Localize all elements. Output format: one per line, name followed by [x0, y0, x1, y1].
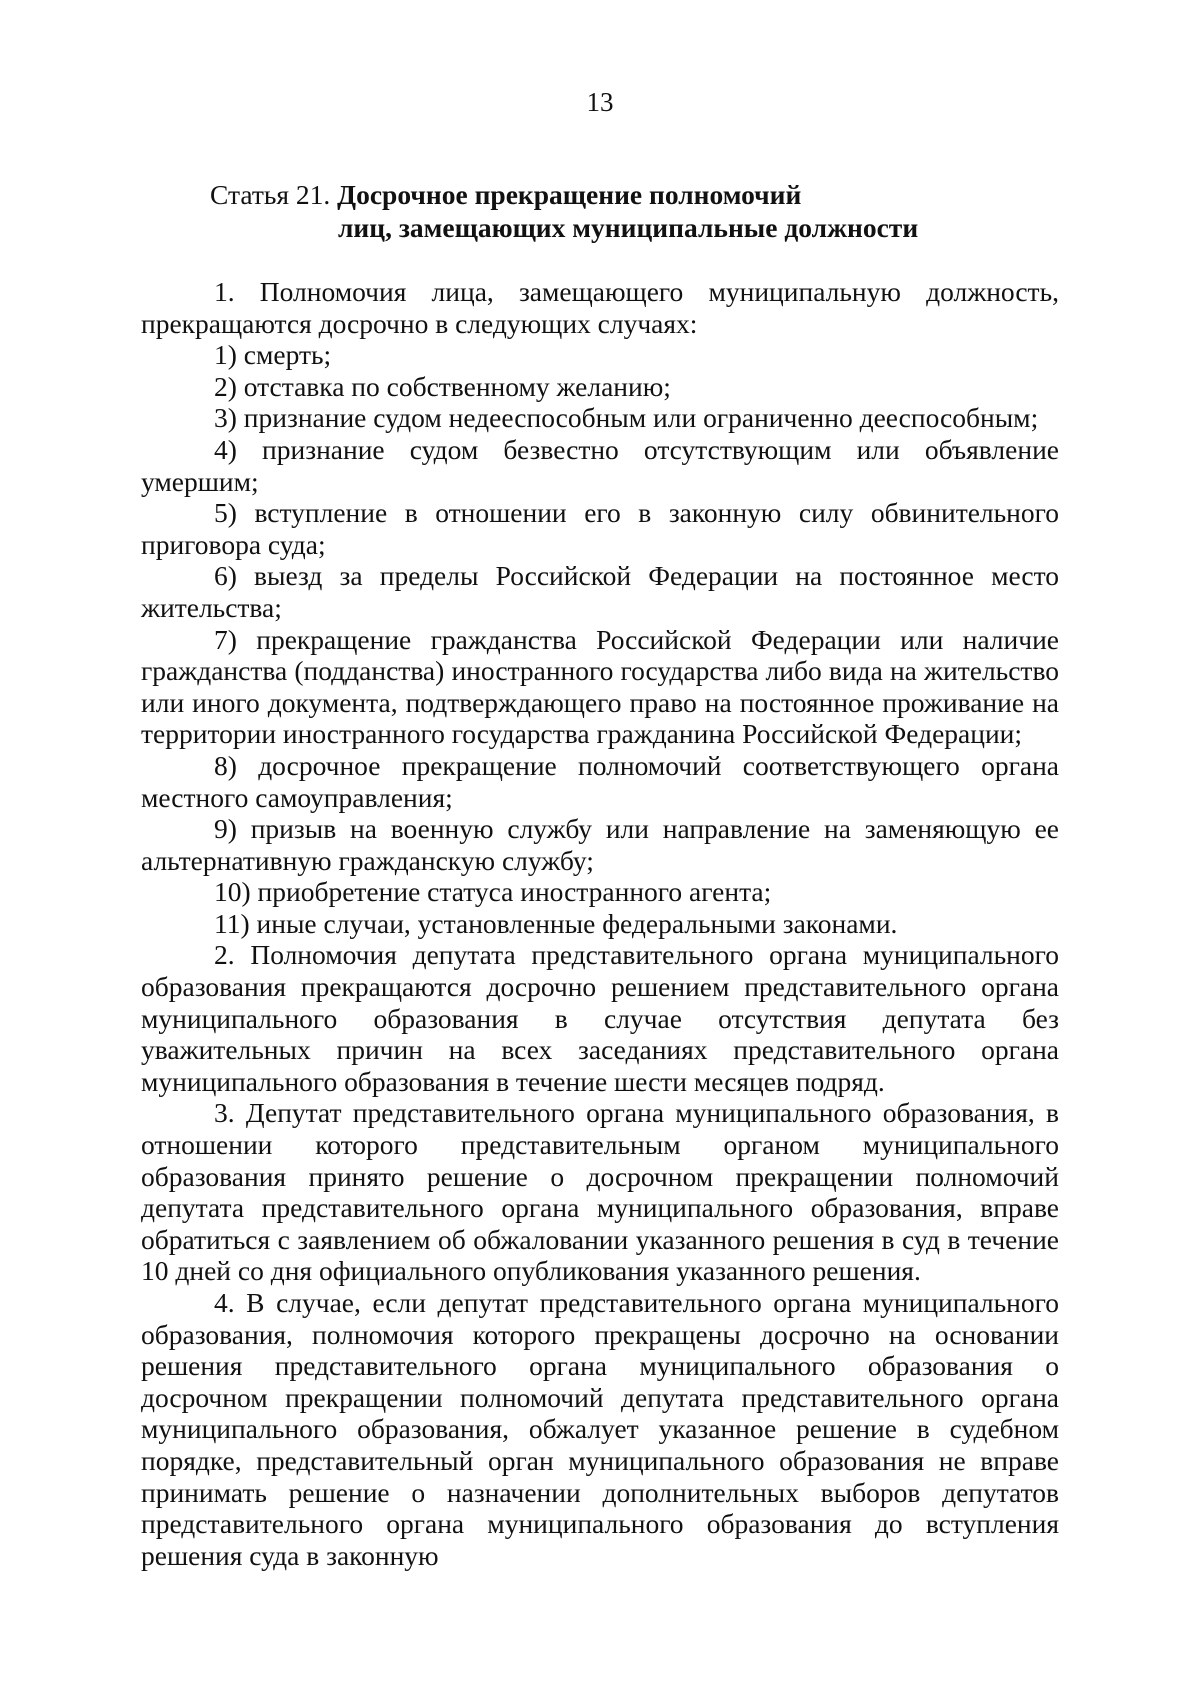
list-item-7: 7) прекращение гражданства Российской Федерации или наличие гражданства (подданства) иностранного государства либо вида на жительство или иного документа, подтверждающего право на постоянное проживание на территории иностранного государства гражданина Российской Федерации;: [141, 623, 1059, 750]
paragraph-3: 3. Депутат представительного органа муниципального образования, в отношении которого представительным органом муниципального образования принято решение о досрочном прекращении полномочий депутата представительного органа муниципального образования, вправе обратиться с заявлением об обжаловании указанного решения в суд в течение 10 дней со дня официального опубликования указанного решения.: [141, 1097, 1059, 1287]
list-item-6: 6) выезд за пределы Российской Федерации на постоянное место жительства;: [141, 560, 1059, 623]
list-item-11: 11) иные случаи, установленные федеральными законами.: [214, 907, 898, 939]
article-label: Статья 21.: [210, 179, 331, 210]
list-item-5: 5) вступление в отношении его в законную силу обвинительного приговора суда;: [141, 497, 1059, 560]
list-item-9: 9) призыв на военную службу или направление на заменяющую ее альтернативную гражданскую службу;: [141, 813, 1059, 876]
list-item-3: 3) признание судом недееспособным или ограниченно дееспособным;: [214, 402, 1039, 434]
article-title-line1: Досрочное прекращение полномочий: [337, 179, 802, 210]
list-item-8: 8) досрочное прекращение полномочий соответствующего органа местного самоуправления;: [141, 749, 1059, 813]
article-body: [141, 276, 1059, 1571]
article-title-line2: лиц, замещающих муниципальные должности: [338, 212, 919, 243]
article-heading: [210, 178, 918, 244]
page-number: 13: [586, 87, 614, 117]
list-item-1: 1) смерть;: [214, 339, 332, 371]
paragraph-1: 1. Полномочия лица, замещающего муниципальную должность, прекращаются досрочно в следующих случаях:: [141, 276, 1059, 339]
list-item-10: 10) приобретение статуса иностранного агента;: [214, 876, 772, 908]
list-item-4: 4) признание судом безвестно отсутствующим или объявление умершим;: [141, 433, 1059, 497]
paragraph-2: 2. Полномочия депутата представительного органа муниципального образования прекращаются досрочно решением представительного органа муниципального образования в случае отсутствия депутата без уважительных причин на всех заседаниях представительного органа муниципального образования в течение шести месяцев подряд.: [141, 939, 1059, 1097]
paragraph-4: 4. В случае, если депутат представительного органа муниципального образования, полномочия которого прекращены досрочно на основании решения представительного органа муниципального образования о досрочном прекращении полномочий депутата представительного органа муниципального образования, обжалует указанное решение в судебном порядке, представительный орган муниципального образования не вправе принимать решение о назначении дополнительных выборов депутатов представительного органа муниципального образования до вступления решения суда в законную: [141, 1287, 1059, 1571]
list-item-2: 2) отставка по собственному желанию;: [214, 370, 671, 402]
